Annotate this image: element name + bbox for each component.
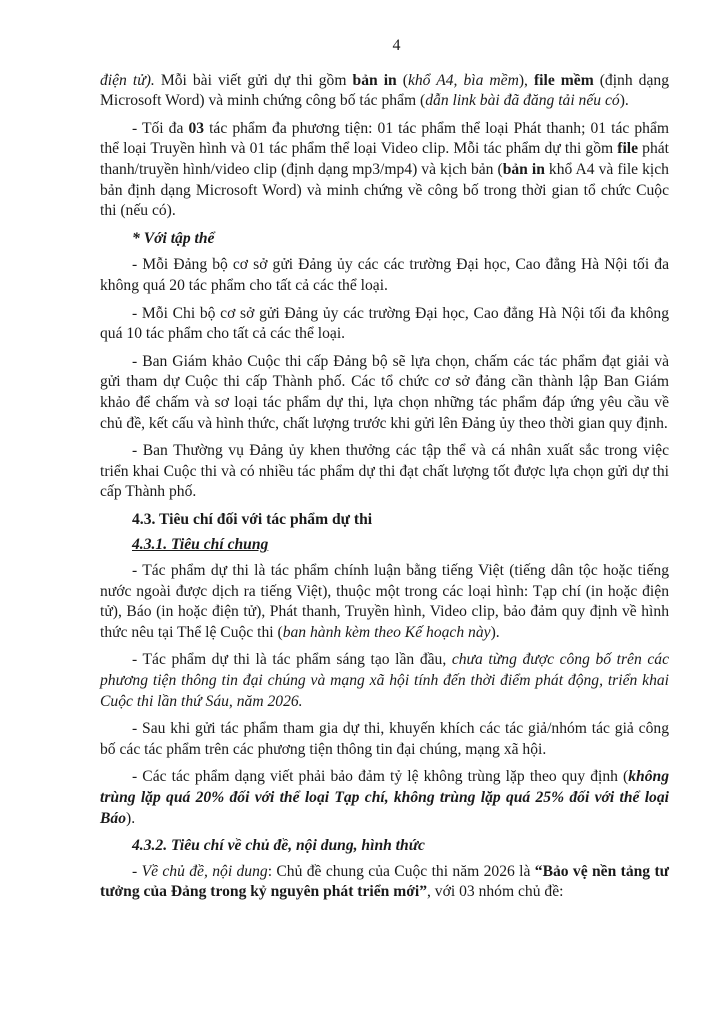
paragraph-party-committee-limit: - Mỗi Đảng bộ cơ sở gửi Đảng ủy các các trường Đại học, Cao đẳng Hà Nội tối đa không quá 20 tác phẩm cho tất cả các thể loại. [100,256,669,294]
paragraph-jury-selection: - Ban Giám khảo Cuộc thi cấp Đảng bộ sẽ lựa chọn, chấm các tác phẩm đạt giải và gửi tham dự Cuộc thi cấp Thành phố. Các tổ chức cơ sở đảng cần thành lập Ban Giám khảo để chấm và sơ loại tác phẩm dự thi, lựa chọn những tác phẩm đáp ứng yêu cầu về chủ đề, kết cấu và hình thức, chất lượng trước khi gửi lên Đảng ủy theo thời gian quy định. [100,352,669,432]
section-heading-4-3-1: 4.3.1. Tiêu chí chung [132,536,269,554]
paragraph-multimedia-works: - Tối đa 03 tác phẩm đa phương tiện: 01 tác phẩm thể loại Phát thanh; 01 tác phẩm thể loại Truyền hình và 01 tác phẩm thể loại Video clip. Mỗi tác phẩm dự thi gồm file phát thanh/truyền hình/video clip (định dạng mp3/mp4) và kịch bản (bản in khổ A4 và file kịch bản định dạng Microsoft Word) và minh chứng về công bố trong thời gian tổ chức Cuộc thi (nếu có). [100,119,670,220]
page-number: 4 [392,37,401,54]
paragraph-plagiarism-rate: - Các tác phẩm dạng viết phải bảo đảm tỷ lệ không trùng lặp theo quy định (không trùng lặp quá 20% đối với thể loại Tạp chí, không trùng lặp quá 25% đối với thể loại Báo). [100,768,669,827]
collective-heading: * Với tập thể [132,229,215,247]
paragraph-original-work: - Tác phẩm dự thi là tác phẩm sáng tạo lần đầu, chưa từng được công bố trên các phương tiện thông tin đại chúng và mạng xã hội tính đến thời điểm phát động, triển khai Cuộc thi lần thứ Sáu, năm 2026. [100,651,669,710]
paragraph-publication-encouragement: - Sau khi gửi tác phẩm tham gia dự thi, khuyến khích các tác giả/nhóm tác giả công bố các tác phẩm trên các phương tiện thông tin đại chúng, mạng xã hội. [100,720,669,758]
section-heading-4-3: 4.3. Tiêu chí đối với tác phẩm dự thi [132,510,373,528]
paragraph-submission-requirements: điện tử). Mỗi bài viết gửi dự thi gồm bản in (khổ A4, bìa mềm), file mềm (định dạng Microsoft Word) và minh chứng công bố tác phẩm (dẫn link bài đã đăng tải nếu có). [100,71,669,110]
paragraph-party-cell-limit: - Mỗi Chi bộ cơ sở gửi Đảng ủy các trường Đại học, Cao đẳng Hà Nội tối đa không quá 10 tác phẩm cho tất cả các thể loại. [100,304,669,343]
paragraph-theme-content: - Về chủ đề, nội dung: Chủ đề chung của Cuộc thi năm 2026 là “Bảo vệ nền tảng tư tưởng của Đảng trong kỷ nguyên phát triển mới”, với 03 nhóm chủ đề: [100,862,669,901]
paragraph-work-definition: - Tác phẩm dự thi là tác phẩm chính luận bằng tiếng Việt (tiếng dân tộc hoặc tiếng nước ngoài được dịch ra tiếng Việt), thuộc một trong các loại hình: Tạp chí (in hoặc điện tử), Báo (in hoặc điện tử), Phát thanh, Truyền hình, Video clip, bảo đảm quy định về hình thức nêu tại Thể lệ Cuộc thi (ban hành kèm theo Kế hoạch này). [100,562,669,641]
paragraph-commendation: - Ban Thường vụ Đảng ủy khen thưởng các tập thể và cá nhân xuất sắc trong việc triển khai Cuộc thi và có nhiều tác phẩm dự thi đạt chất lượng tốt được lựa chọn gửi dự thi cấp Thành phố. [100,442,669,501]
section-heading-4-3-2: 4.3.2. Tiêu chí về chủ đề, nội dung, hình thức [132,837,425,855]
